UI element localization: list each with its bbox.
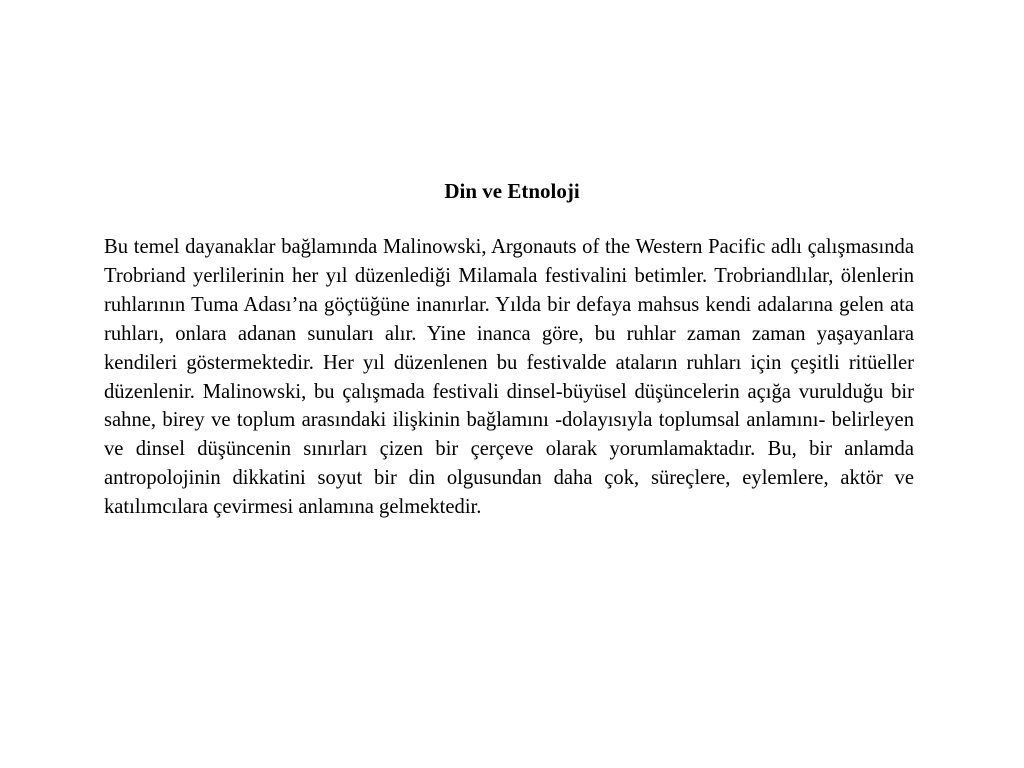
body-paragraph: Bu temel dayanaklar bağlamında Malinowski, Argonauts of the Western Pacific adlı çalışmasında Trobriand yerlilerinin her yıl düzenlediği Milamala festivalini betimler. Trobriandlılar, ölenlerin ruhlarının Tuma Adası’na göçtüğüne inanırlar. Yılda bir defaya mahsus kendi adalarına gelen ata ruhları, onlara adanan sunuları alır. Yine inanca göre, bu ruhlar zaman zaman yaşayanlara kendileri göstermektedir. Her yıl düzenlenen bu festivalde ataların ruhları için çeşitli ritüeller düzenlenir. Malinowski, bu çalışmada festivali dinsel-büyüsel düşüncelerin açığa vurulduğu bir sahne, birey ve toplum arasındaki ilişkinin bağlamını -dolayısıyla toplumsal anlamını- belirleyen ve dinsel düşüncenin sınırları çizen bir çerçeve olarak yorumlamaktadır. Bu, bir anlamda antropolojinin dikkatini soyut bir din olgusundan daha çok, süreçlere, eylemlere, aktör ve katılımcılara çevirmesi anlamına gelmektedir. — [104, 236, 914, 519]
page-title: Din ve Etnoloji — [444, 179, 580, 203]
